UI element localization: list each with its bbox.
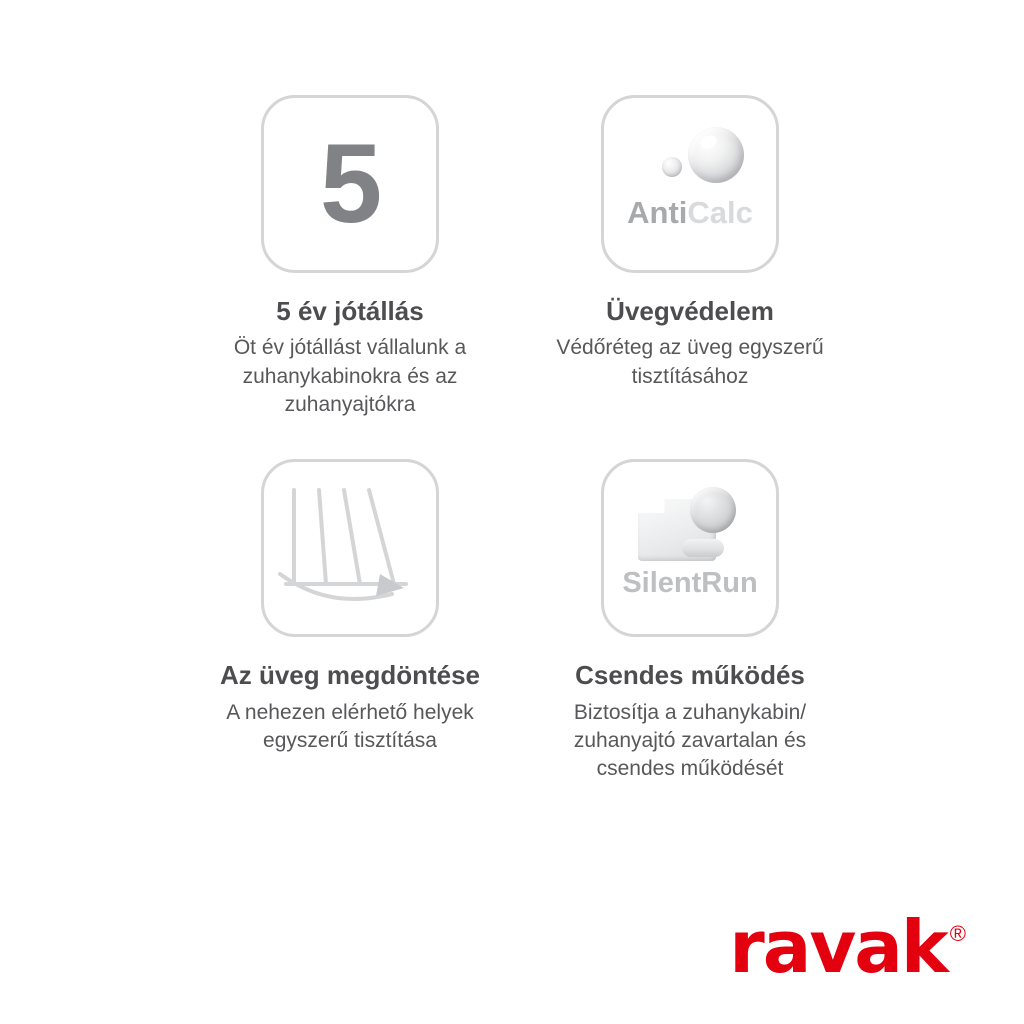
feature-title: Üvegvédelem [606,296,774,326]
feature-title: Csendes működés [575,660,805,691]
feature-description: Öt év jótállást vállalunk a zuhanykabinokra és az zuhanyajtókra [233,336,467,416]
anticalc-wordmark [604,195,776,231]
roller-wheel-icon [690,487,736,533]
roller-bar-icon [682,539,724,557]
warranty-5-years-icon [261,95,439,273]
tilting-glass-icon [261,459,439,637]
feature-silent-operation [540,459,840,783]
features-grid [200,95,840,784]
anticalc-graphic [604,95,776,273]
warranty-number: 5 [319,121,381,246]
anticalc-word-anti: Anti [627,195,688,230]
silentrun-icon [601,459,779,637]
feature-description: Biztosítja a zuhanykabin/ zuhanyajtó zavartalan és csendes működését [573,700,807,781]
feature-description: Védőréteg az üveg egyszerű tisztításához [556,336,824,388]
feature-glass-protection [540,95,840,419]
feature-warranty [200,95,500,419]
registered-trademark-icon: ® [949,921,966,947]
water-drop-large-icon [688,127,744,183]
feature-title: 5 év jótállás [276,296,424,326]
ravak-logo [729,905,966,990]
silentrun-graphic [604,459,776,637]
tilting-glass-graphic [264,462,436,634]
anticalc-icon [601,95,779,273]
silentrun-wordmark: SilentRun [622,567,758,600]
feature-title: Az üveg megdöntése [219,660,481,691]
water-drop-small-icon [662,157,682,177]
anticalc-word-calc: Calc [687,195,753,230]
feature-description: A nehezen elérhető helyek egyszerű tisztítása [226,700,474,752]
ravak-logo-text: ravak [729,905,947,990]
feature-tilting-glass [200,459,500,783]
